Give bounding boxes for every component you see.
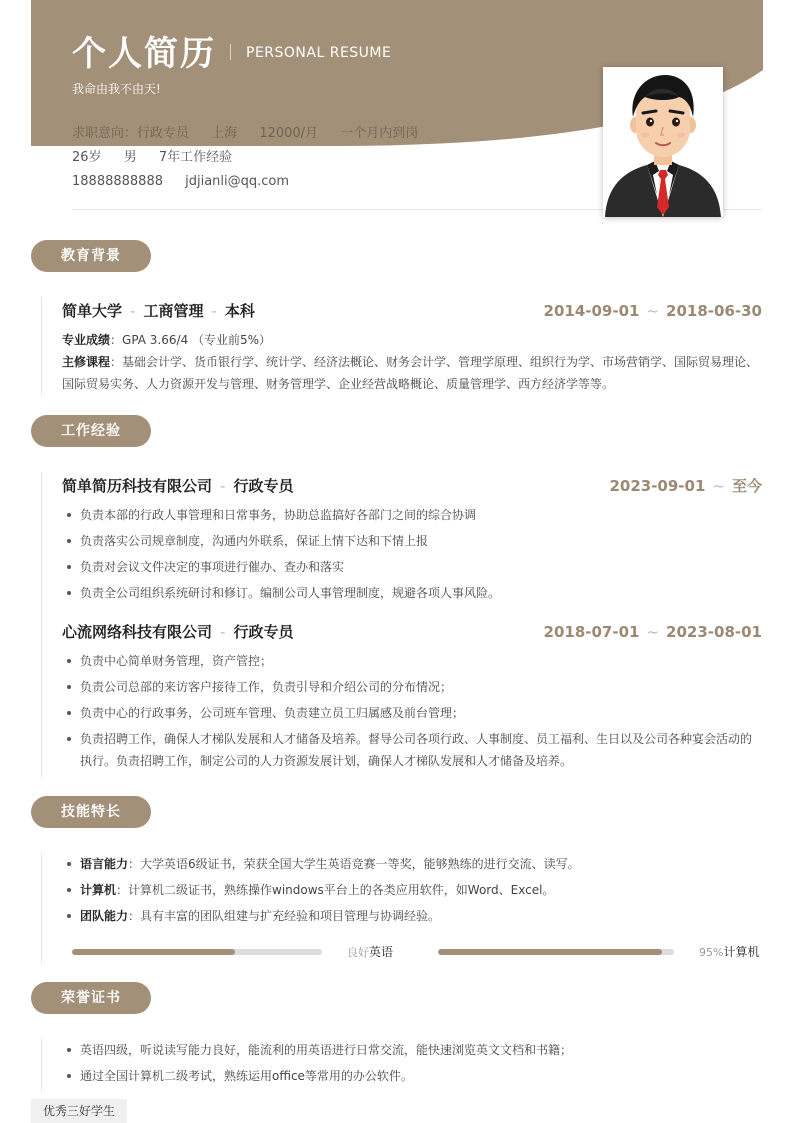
date-separator: ~ bbox=[646, 623, 660, 641]
education-score bbox=[62, 329, 762, 351]
end-date: 2023-08-01 bbox=[666, 623, 762, 641]
skill-bar-fill bbox=[72, 949, 235, 955]
list-item: 负责落实公司规章制度，沟通内外联系，保证上情下达和下情上报 bbox=[62, 530, 762, 552]
section-title-skills: 技能特长 bbox=[31, 796, 151, 828]
start-date: 2023-09-01 bbox=[609, 477, 706, 495]
course-value: ：基础会计学、货币银行学、统计学、经济法概论、财务会计学、管理学原理、组织行为学、市场营销学、国际贸易理论、国际贸易实务、人力资源开发与管理、财务管理学、企业经营战略概论、质量管理学、西方经济学等等。 bbox=[62, 355, 759, 391]
date-separator: ~ bbox=[712, 477, 725, 495]
contact-row bbox=[72, 173, 307, 191]
skill-text: ：计算机二级证书，熟练操作windows平台上的各类应用软件，如Word、Excel。 bbox=[116, 883, 555, 897]
job-intent-row bbox=[72, 125, 436, 143]
avatar-photo bbox=[603, 67, 723, 217]
job-salary: 12000/月 bbox=[259, 126, 319, 141]
skill-name: 计算机 bbox=[723, 945, 760, 959]
skill-text: ：具有丰富的团队组建与扩充经验和项目管理与协调经验。 bbox=[128, 909, 441, 923]
honors-list bbox=[62, 1039, 762, 1091]
phone: 18888888888 bbox=[72, 174, 163, 189]
skill-text: ：大学英语6级证书，荣获全国大学生英语竞赛一等奖，能够熟练的进行交流、读写。 bbox=[128, 857, 580, 871]
honor-tag: 优秀三好学生 bbox=[31, 1099, 127, 1123]
job-availability: 一个月内到岗 bbox=[340, 126, 419, 141]
section-title-work: 工作经验 bbox=[31, 415, 151, 447]
company-name: 心流网络科技有限公司 bbox=[62, 623, 213, 641]
list-item: 负责招聘工作，确保人才梯队发展和人才储备及培养。督导公司各项行政、人事制度、员工福利、生日以及公司各种宴会活动的执行。负责招聘工作，制定公司的人力资源发展计划，确保人才梯队发展和人才储备及培养。 bbox=[62, 728, 762, 772]
list-item: 英语四级，听说读写能力良好，能流利的用英语进行日常交流，能快速浏览英文文档和书籍； bbox=[62, 1039, 762, 1061]
degree: 本科 bbox=[224, 302, 255, 320]
list-item: 负责全公司组织系统研讨和修订。编制公司人事管理制度，规避各项人事风险。 bbox=[62, 582, 762, 604]
list-item bbox=[62, 853, 762, 875]
skill-name: 英语 bbox=[369, 945, 394, 959]
job-role: 行政专员 bbox=[233, 477, 294, 495]
education-dates bbox=[544, 300, 762, 322]
start-date: 2014-09-01 bbox=[543, 302, 640, 320]
skills-list bbox=[62, 853, 762, 931]
section-line bbox=[41, 1039, 42, 1091]
gender: 男 bbox=[123, 150, 137, 165]
email: jdjianli@qq.com bbox=[185, 174, 290, 189]
list-item: 负责对会议文件决定的事项进行催办、查办和落实 bbox=[62, 556, 762, 578]
job-dates bbox=[609, 475, 762, 497]
date-separator: ~ bbox=[646, 302, 660, 320]
course-label: 主修课程 bbox=[62, 355, 111, 369]
title-divider bbox=[230, 44, 231, 60]
skill-label: 计算机 bbox=[80, 883, 117, 897]
age: 26岁 bbox=[72, 150, 102, 165]
skill-label: 语言能力 bbox=[80, 857, 129, 871]
end-date: 至今 bbox=[731, 477, 762, 495]
job-duties-list bbox=[62, 650, 762, 776]
skill-bar-computer bbox=[438, 949, 674, 955]
section-line bbox=[41, 853, 42, 963]
separator-dash: - bbox=[130, 302, 136, 320]
skill-label: 团队能力 bbox=[80, 909, 129, 923]
list-item: 负责中心简单财务管理，资产管控； bbox=[62, 650, 762, 672]
education-courses bbox=[62, 351, 762, 395]
resume-title: 个人简历 bbox=[72, 34, 216, 74]
list-item: 负责公司总部的来访客户接待工作，负责引导和介绍公司的分布情况； bbox=[62, 676, 762, 698]
list-item: 负责本部的行政人事管理和日常事务，协助总监搞好各部门之间的综合协调 bbox=[62, 504, 762, 526]
job-location: 上海 bbox=[211, 126, 238, 141]
job-intent: 求职意向：行政专员 bbox=[72, 126, 190, 141]
basic-info-row bbox=[72, 149, 250, 167]
company-name: 简单简历科技有限公司 bbox=[62, 477, 213, 495]
job-duties-list bbox=[62, 504, 762, 608]
list-item: 通过全国计算机二级考试，熟练运用office等常用的办公软件。 bbox=[62, 1065, 762, 1087]
skill-level: 良好 bbox=[347, 946, 369, 959]
job-heading bbox=[62, 475, 293, 497]
list-item: 负责中心的行政事务，公司班车管理、负责建立员工归属感及前台管理； bbox=[62, 702, 762, 724]
motto: 我命由我不由天! bbox=[72, 82, 161, 96]
section-title-education: 教育背景 bbox=[31, 240, 151, 272]
education-heading bbox=[62, 300, 255, 322]
skill-bar-english bbox=[72, 949, 322, 955]
school-name: 简单大学 bbox=[62, 302, 123, 320]
skill-bar-fill bbox=[438, 949, 662, 955]
major: 工商管理 bbox=[143, 302, 204, 320]
score-value: ：GPA 3.66/4 （专业前5%） bbox=[110, 333, 272, 347]
skill-level: 95% bbox=[699, 946, 724, 959]
separator-dash: - bbox=[211, 302, 217, 320]
list-item bbox=[62, 879, 762, 901]
job-heading bbox=[62, 621, 293, 643]
start-date: 2018-07-01 bbox=[543, 623, 640, 641]
section-title-honors: 荣誉证书 bbox=[31, 982, 151, 1014]
experience-years: 7年工作经验 bbox=[158, 150, 233, 165]
separator-dash: - bbox=[220, 477, 226, 495]
skill-bar-label bbox=[347, 944, 393, 961]
list-item bbox=[62, 905, 762, 927]
section-line bbox=[41, 297, 42, 395]
separator-dash: - bbox=[220, 623, 226, 641]
resume-title-en: PERSONAL RESUME bbox=[246, 45, 392, 61]
end-date: 2018-06-30 bbox=[666, 302, 762, 320]
job-role: 行政专员 bbox=[233, 623, 294, 641]
job-dates bbox=[544, 621, 762, 643]
score-label: 专业成绩 bbox=[62, 333, 111, 347]
skill-bar-label bbox=[699, 944, 759, 961]
section-line bbox=[41, 472, 42, 777]
